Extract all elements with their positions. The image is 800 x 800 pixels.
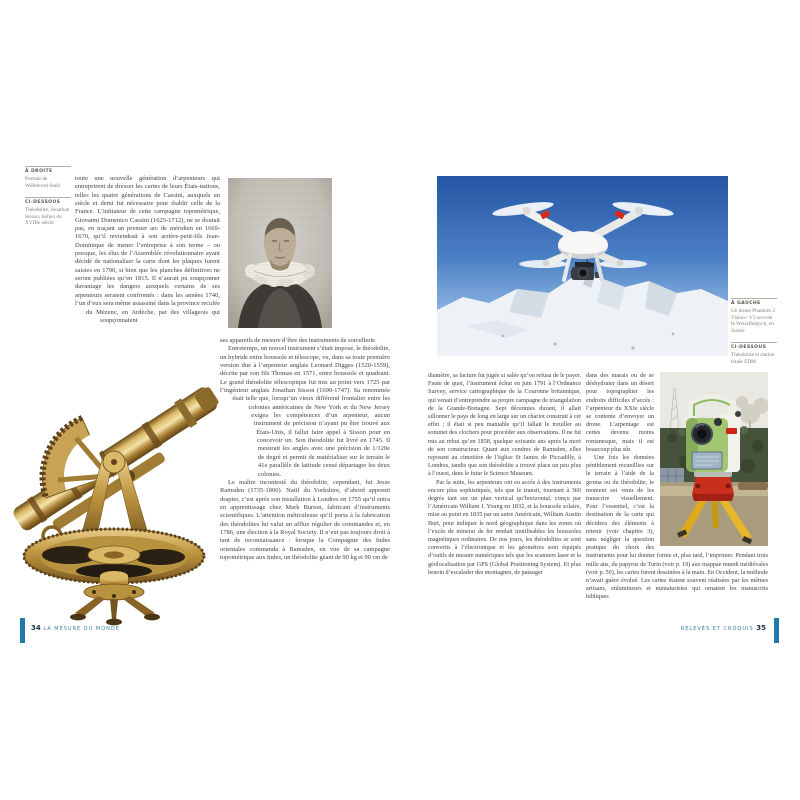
left-margin-notes	[25, 166, 71, 235]
body-paragraph: diamètre, sa facture fut jugée si salée qu’on refusa de le payer. Faute de quoi, l’instrument échut en juin 1791 à l’Ordnance Survey, service cartographique de la Couronne britannique, qui venait d’entreprendre sa propre campagne de triangulation de la Grande-Bretagne. Sept décennies durant, il allait sillonner le pays de long en large sur un chariot construit à cet effet ; il était si peu maniable qu’il fallait le treuiller au sommet des clochers pour procéder aux observations. Il ne fut mis au rebut qu’en 1858, quelque soixante ans après la mort de son constructeur. Quant aux cendres de Ramsden, elles reposent au cimetière de l’église St James de Piccadilly, à Londres, tandis que son théodolite a trouvé place un peu plus à l’ouest, dans le futur le Science Museum.	[428, 372, 581, 478]
drone-image	[437, 176, 728, 356]
margin-note	[25, 197, 71, 227]
body-paragraph: Entretemps, un nouvel instrument s’était imposé, le théodolite, un hybride entre boussole et télescope, vu, dans sa toute première version due à l’arpenteur anglais Leonard Digges (1520-1559), décrite par son fils Thomas en 1571, entre boussole et quadrant. Le grand théodolite télescopique fut mis au point vers 1725 par l’ingénieur anglais Jonathan Sisson (1690-1747). Sa renommée était telle que, lorsqu’un vieux différend frontalier entre les colonies américaines de New York et du New Jersey exigea les compétences d’un arpenteur, aucun instrument de précision n’ayant pu être trouvé aux États-Unis, il fallut faire appel à Sisson pour en concevoir un. Son théodolite fut livré en 1745. Il mesurait les angles avec une précision de 1/120e de degré et permit de matérialiser sur le terrain le 41e parallèle de latitude censé départager les deux colonies.	[220, 345, 390, 478]
portrait-engraving-willebrord-snell	[228, 178, 332, 328]
margin-note-text: Théodolite et station totale EDM	[731, 352, 775, 365]
margin-note-text: Un drone Phantom 2 Vision+ V3 survole le Weissfluhjoch, en Suisse	[731, 308, 775, 334]
right-column-2	[586, 372, 768, 624]
section-title: RELEVÉS ET CROQUIS	[680, 626, 754, 632]
body-paragraph: Par la suite, les arpenteurs ont eu accès à des instruments encore plus sophistiqués, tels que le transit, tournant à 360 degrés tant sur un plan vertical qu’horizontal, conçu par l’Américain William J. Young en 1832, et la boussole solaire, mise au point en 1835 par un autre Américain, William Austin Burt, pour indiquer le nord géographique dans les zones où l’excès de minerai de fer rendait inutilisables les boussoles magnétiques ordinaires. De nos jours, les théodolites se sont convertis à l’électronique et les géomètres sont équipés d’outils de mesure numériques tels que les scanners laser et la géolocalisation par GPS (Global Positioning System). Et plus besoin d’escalader des montagnes, de patauger	[428, 478, 581, 576]
portrait-image	[228, 178, 332, 328]
margin-note-label: CI-DESSOUS	[731, 342, 777, 350]
margin-note	[25, 166, 71, 189]
margin-note-text: Portrait de Willebrord Snell	[25, 176, 61, 189]
margin-note-label: À GAUCHE	[731, 298, 777, 306]
right-footer-bar	[774, 618, 779, 643]
engraving-texture	[228, 178, 332, 328]
left-footer	[31, 624, 120, 632]
margin-note-label: CI-DESSOUS	[25, 197, 71, 205]
body-paragraph: ses appareils de mesure d’être des instruments de sorcellerie.	[220, 337, 377, 344]
drone-photo	[437, 176, 728, 356]
left-column-2	[220, 337, 390, 625]
page-number: 34	[31, 624, 41, 632]
brass-theodolite-photo	[12, 326, 220, 628]
page-number: 35	[756, 624, 766, 632]
brand-label	[726, 428, 737, 434]
section-title: LA MESURE DU MONDE	[43, 626, 120, 632]
margin-note-label: À DROITE	[25, 166, 71, 174]
right-margin-notes	[731, 298, 777, 374]
left-column-1	[73, 175, 220, 345]
total-station-image	[660, 372, 768, 546]
margin-note	[731, 298, 777, 334]
body-paragraph: Le maître incontesté du théodolite, cependant, fut Jesse Ramsden (1735-1800). Natif du Yorkshire, d’abord apprenti drapier, c’est après son installation à Londres en 1755 qu’il entra en apprentissage chez Mark Burton, fabricant d’instruments scientifiques. L’attention méticuleuse qu’il porta à la fabrication des théodolites lui valut un afflux régulier de commandes et, en 1786, une élection à la Royal Society. Il n’eut pas toujours droit à tant de reconnaissance : lorsque la Compagnie des Indes orientales commanda à Ramsden, en vue de sa campagne topométrique aux Indes, un théodolite géant de 90 kg et 90 cm de	[220, 478, 390, 561]
log-bench	[738, 482, 768, 490]
margin-note-text: Théodolite, Jonathan Sisson, milieu du XVIIIe siècle	[25, 207, 70, 227]
theodolite-image	[12, 326, 220, 628]
total-station-photo	[660, 372, 768, 546]
right-column-1	[428, 372, 581, 624]
right-footer	[550, 624, 766, 632]
body-paragraph: toute une nouvelle génération d’arpenteurs qui entreprirent de dresser les cartes de leurs États-nations, telles les quatre générations de Cassini, auxquels un siècle et demi fut nécessaire pour établir celle de la France. L’initiateur de cette campagne topométrique, Giovanni Domenico Cassini (1625-1712), ne se doutait pas, en traçant un premier arc de méridien en 1669-1670, qu’il reviendrait à son arrière-petit-fils Jean-Dominique de mener l’entreprise à son terme – ou presque, les élus de l’Assemblée révolutionnaire ayant décidé de nationaliser la carte dont les plaques furent saisies en 1790, si bien que les planches définitives ne seront publiées qu’en 1815. Il n’aurait pu soupçonner davantage les dangers auxquels certains de ses arpenteurs seraient confrontés : dans les années 1740, l’un d’eux sera même assassiné dans la province reculée du Mézenc, en Ardèche, par des villageois qui soupçonnaient	[75, 175, 220, 324]
margin-note	[731, 342, 777, 365]
left-footer-bar	[20, 618, 25, 643]
body-paragraph: dans des marais ou de se déshydrater dans un désert pour topographier les endroits difficiles d’accès : l’arpenteur du XXIe siècle se contente d’envoyer un drone. L’arpentage est certes devenu moins romanesque, mais il est beaucoup plus sûr.	[586, 372, 654, 453]
body-paragraph: Une fois les données péniblement recueillies sur le terrain à l’aide de la groma ou du théodolite, le moment est venu de les transcrire visuellement. Pour l’essentiel, c’est la destination de la carte qui décidera des éléments à retenir (voir chapitre 3), sans négliger la question pratique du choix des instruments pour lui donner forme et, plus tard, l’imprimer. Pendant trois mille ans, du papyrus de Turin (voir p. 19) aux mappae mundi médiévales (voir p. 50), les cartes furent dessinées à la main. En Occident, la méthode n’avait guère évolué. Les cartes étaient souvent réalisées par les mêmes artisans, enlumineurs et miniaturistes qui ornaient les manuscrits bibliques	[586, 454, 768, 601]
